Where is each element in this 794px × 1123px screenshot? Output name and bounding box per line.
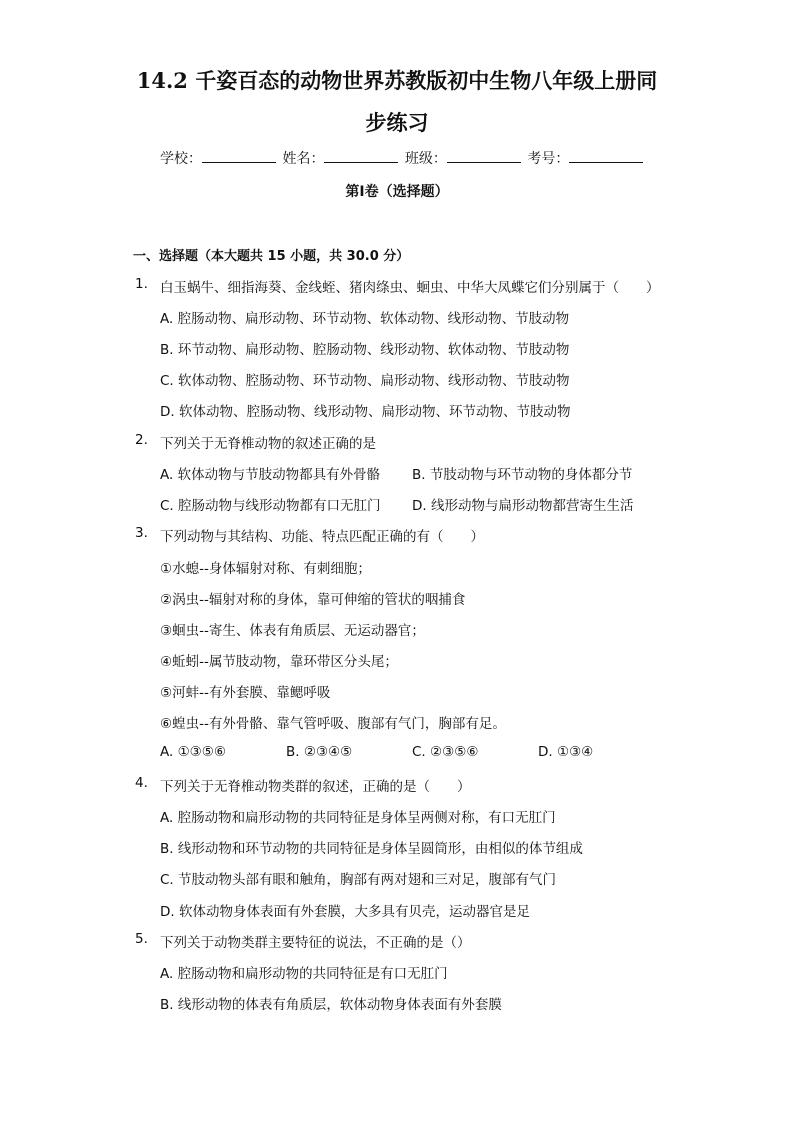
volume-heading: 第I卷（选择题） [345,184,449,200]
option-d: D. 线形动物与扁形动物都营寄生生活 [412,498,634,514]
doc-title-line1: 14.2 千姿百态的动物世界苏教版初中生物八年级上册同 [136,68,658,93]
statement-item: ①水螅--身体辐射对称、有刺细胞； [160,561,371,577]
option-a: A. 腔肠动物和扁形动物的共同特征是有口无肛门 [160,966,448,982]
option-b: B. 线形动物的体表有角质层，软体动物身体表面有外套膜 [160,997,502,1013]
question-text: 下列动物与其结构、功能、特点匹配正确的有（ ） [160,529,484,545]
statement-item: ④蚯蚓--属节肢动物，靠环带区分头尾； [160,654,398,670]
question-number: 3. [135,525,148,541]
school-blank [202,148,276,163]
exam-no-blank [569,148,643,163]
name-blank [324,148,398,163]
option-d: D. ①③④ [538,744,594,760]
question-text: 下列关于无脊椎动物类群的叙述，正确的是（ ） [160,779,471,795]
statement-item: ⑤河蚌--有外套膜、靠鳃呼吸 [160,685,331,701]
doc-title-line2: 步练习 [365,110,429,135]
option-a: A. 软体动物与节肢动物都具有外骨骼 [160,467,381,483]
option-a: A. 腔肠动物、扁形动物、环节动物、软体动物、线形动物、节肢动物 [160,311,570,327]
option-c: C. 腔肠动物与线形动物都有口无肛门 [160,498,381,514]
section-heading: 一、选择题（本大题共 15 小题，共 30.0 分） [133,249,410,264]
statement-item: ②涡虫--辐射对称的身体，靠可伸缩的管状的咽捕食 [160,592,466,608]
question-text: 下列关于无脊椎动物的叙述正确的是 [160,436,376,452]
question-number: 1. [135,276,148,292]
option-d: D. 软体动物、腔肠动物、线形动物、扁形动物、环节动物、节肢动物 [160,404,571,420]
option-b: B. 节肢动物与环节动物的身体都分节 [412,467,633,483]
question-number: 2. [135,432,148,448]
option-b: B. 环节动物、扁形动物、腔肠动物、线形动物、软体动物、节肢动物 [160,342,570,358]
option-a: A. ①③⑤⑥ [160,744,226,760]
question-text: 下列关于动物类群主要特征的说法，不正确的是（） [160,935,471,951]
statement-item: ③蛔虫--寄生、体表有角质层、无运动器官； [160,623,425,639]
name-label: 姓名： [282,151,325,167]
student-info-row [160,148,660,168]
class-label: 班级： [404,151,447,167]
option-b: B. ②③④⑤ [286,744,353,760]
exam-no-label: 考号： [527,151,570,167]
question-text: 白玉蜗牛、细指海葵、金线蛭、猪肉绦虫、蛔虫、中华大凤蝶它们分别属于（ ） [160,280,660,296]
option-a: A. 腔肠动物和扁形动物的共同特征是身体呈两侧对称，有口无肛门 [160,810,556,826]
option-b: B. 线形动物和环节动物的共同特征是身体呈圆筒形，由相似的体节组成 [160,841,583,857]
class-blank [447,148,521,163]
option-c: C. 软体动物、腔肠动物、环节动物、扁形动物、线形动物、节肢动物 [160,373,570,389]
statement-item: ⑥蝗虫--有外骨骼、靠气管呼吸、腹部有气门，胸部有足。 [160,716,506,732]
question-number: 4. [135,775,148,791]
option-d: D. 软体动物身体表面有外套膜，大多具有贝壳，运动器官是足 [160,904,530,920]
option-c: C. ②③⑤⑥ [412,744,479,760]
option-c: C. 节肢动物头部有眼和触角，胸部有两对翅和三对足，腹部有气门 [160,872,557,888]
question-number: 5. [135,931,148,947]
school-label: 学校： [160,151,202,167]
